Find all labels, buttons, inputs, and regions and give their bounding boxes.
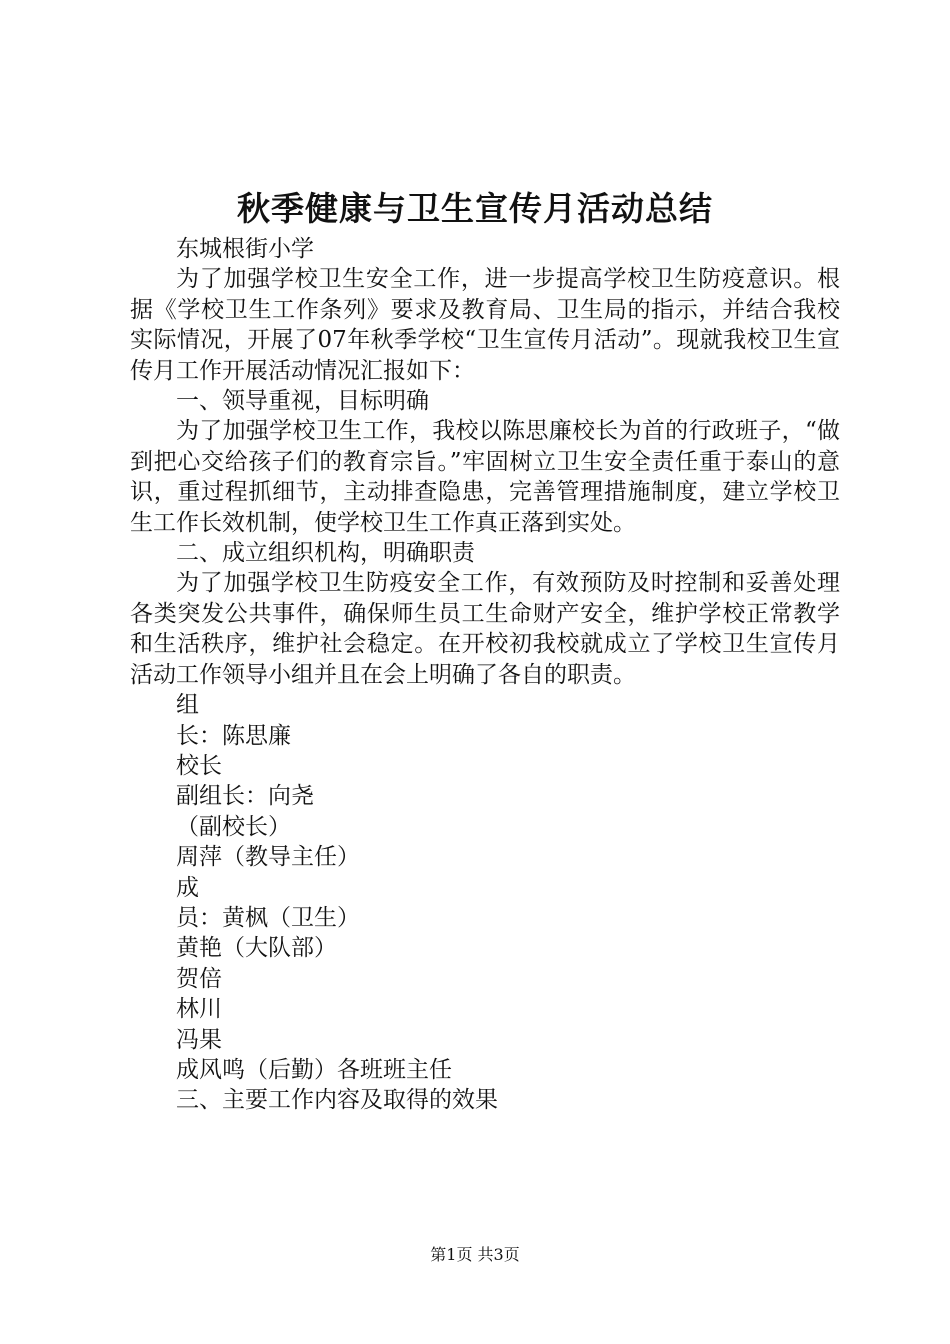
document-body bbox=[130, 234, 840, 1116]
list-item: 长：陈思廉 bbox=[176, 722, 291, 749]
list-item: 贺倍 bbox=[176, 965, 222, 992]
list-item: 成 bbox=[176, 874, 199, 901]
list-item: 林川 bbox=[176, 996, 222, 1023]
paragraph: 为了加强学校卫生防疫安全工作，有效预防及时控制和妥善处理各类突发公共事件，确保师生员工生命财产安全，维护学校正常教学和生活秩序，维护社会稳定。在开校初我校就成立了学校卫生宣传月活动工作领导小组并且在会上明确了各自的职责。 bbox=[130, 570, 840, 688]
list-item: 校长 bbox=[176, 752, 222, 779]
section-heading: 二、成立组织机构，明确职责 bbox=[176, 540, 475, 567]
section-heading: 一、领导重视，目标明确 bbox=[176, 388, 429, 415]
paragraph: 为了加强学校卫生安全工作，进一步提高学校卫生防疫意识。根据《学校卫生工作条列》要求及教育局、卫生局的指示，并结合我校实际情况，开展了07年秋季学校“卫生宣传月活动”。现就我校卫生宣传月工作开展活动情况汇报如下： bbox=[130, 266, 840, 384]
document-title: 秋季健康与卫生宣传月活动总结 bbox=[237, 189, 713, 228]
list-item: 冯果 bbox=[176, 1026, 222, 1053]
list-item: 员：黄枫（卫生） bbox=[176, 904, 360, 931]
paragraph: 为了加强学校卫生工作，我校以陈思廉校长为首的行政班子，“做到把心交给孩子们的教育宗旨。”牢固树立卫生安全责任重于泰山的意识，重过程抓细节，主动排查隐患，完善管理措施制度，建立学校卫生工作长效机制，使学校卫生工作真正落到实处。 bbox=[130, 418, 840, 536]
list-item: （副校长） bbox=[176, 813, 291, 840]
list-item: 周萍（教导主任） bbox=[176, 844, 360, 871]
list-item: 黄艳（大队部） bbox=[176, 935, 337, 962]
list-item: 成风鸣（后勤）各班班主任 bbox=[176, 1056, 452, 1083]
section-heading: 三、主要工作内容及取得的效果 bbox=[176, 1087, 498, 1114]
page-footer: 第1页 共3页 bbox=[430, 1245, 520, 1264]
list-item: 副组长：向尧 bbox=[176, 783, 314, 810]
list-item: 组 bbox=[176, 692, 199, 719]
paragraph: 东城根街小学 bbox=[176, 236, 314, 262]
